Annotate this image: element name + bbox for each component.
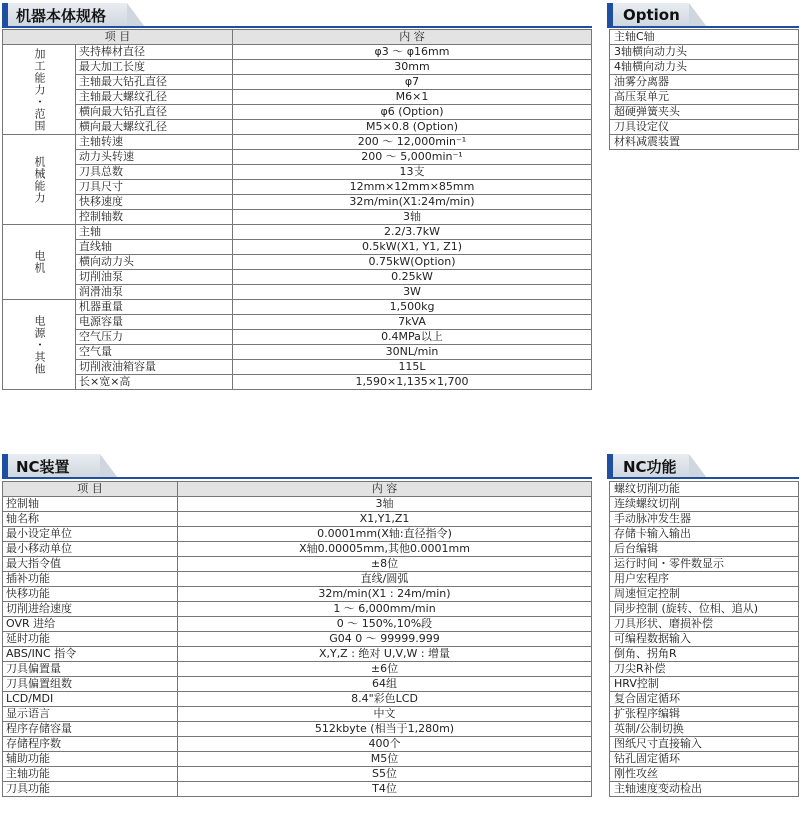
item-cell: 控制轴: [3, 497, 178, 512]
value-cell: X轴0.00005mm,其他0.0001mm: [178, 542, 592, 557]
item-cell: 横向动力头: [76, 255, 233, 270]
list-item-label: 手动脉冲发生器: [610, 512, 799, 527]
option-tab: [607, 3, 707, 27]
list-item-label: 4轴横向动力头: [610, 60, 799, 75]
tab-corner: [689, 454, 707, 478]
item-cell: 切削油泵: [76, 270, 233, 285]
list-item: [610, 512, 799, 527]
column-header-content: 内 容: [233, 30, 592, 45]
list-item: [610, 722, 799, 737]
list-item-label: 材料减震装置: [610, 135, 799, 150]
table-row: [3, 527, 592, 542]
table-row: [3, 330, 592, 345]
table-row: [3, 632, 592, 647]
value-cell: 8.4"彩色LCD: [178, 692, 592, 707]
table-row: [3, 180, 592, 195]
value-cell: ±8位: [178, 557, 592, 572]
value-cell: 2.2/3.7kW: [233, 225, 592, 240]
value-cell: S5位: [178, 767, 592, 782]
item-cell: 空气压力: [76, 330, 233, 345]
value-cell: 1 ～ 6,000mm/min: [178, 602, 592, 617]
table-row: [3, 782, 592, 797]
table-row: [3, 542, 592, 557]
value-cell: 30NL/min: [233, 345, 592, 360]
list-item-label: 可编程数据输入: [610, 632, 799, 647]
table-row: [3, 120, 592, 135]
item-cell: 长×宽×高: [76, 375, 233, 390]
list-item: [610, 647, 799, 662]
list-item-label: 3轴横向动力头: [610, 45, 799, 60]
list-item-label: 用户宏程序: [610, 572, 799, 587]
item-cell: 切削液油箱容量: [76, 360, 233, 375]
value-cell: 1,590×1,135×1,700: [233, 375, 592, 390]
item-cell: 电源容量: [76, 315, 233, 330]
value-cell: 32m/min(X1 : 24m/min): [178, 587, 592, 602]
list-item: [610, 60, 799, 75]
list-item-label: 扩张程序编辑: [610, 707, 799, 722]
item-cell: 快移速度: [76, 195, 233, 210]
category-cell: 电源・其他: [3, 300, 76, 390]
spec-tab: [2, 3, 145, 27]
list-item: [610, 75, 799, 90]
table-row: [3, 210, 592, 225]
table-row: [3, 587, 592, 602]
table-row: [3, 150, 592, 165]
list-item-label: 英制/公制切换: [610, 722, 799, 737]
table-row: [3, 45, 592, 60]
item-cell: 刀具总数: [76, 165, 233, 180]
list-item: [610, 737, 799, 752]
item-cell: 最大指令值: [3, 557, 178, 572]
value-cell: 30mm: [233, 60, 592, 75]
list-item-label: 图纸尺寸直接输入: [610, 737, 799, 752]
item-cell: 最小移动单位: [3, 542, 178, 557]
table-row: [3, 285, 592, 300]
table-row: [3, 375, 592, 390]
table-row: [3, 572, 592, 587]
item-cell: 横向最大螺纹孔径: [76, 120, 233, 135]
value-cell: 3W: [233, 285, 592, 300]
item-cell: 机器重量: [76, 300, 233, 315]
list-item-label: 高压泵单元: [610, 90, 799, 105]
item-cell: 插补功能: [3, 572, 178, 587]
list-item-label: 复合固定循环: [610, 692, 799, 707]
list-item: [610, 587, 799, 602]
table-row: [3, 692, 592, 707]
value-cell: T4位: [178, 782, 592, 797]
ncfunc-table: [609, 481, 799, 797]
value-cell: φ3 ～ φ16mm: [233, 45, 592, 60]
value-cell: 0.25kW: [233, 270, 592, 285]
item-cell: 刀具尺寸: [76, 180, 233, 195]
list-item: [610, 767, 799, 782]
option-title: Option: [607, 3, 689, 27]
value-cell: X1,Y1,Z1: [178, 512, 592, 527]
item-cell: 辅助功能: [3, 752, 178, 767]
header-row: [3, 482, 592, 497]
list-item-label: 运行时间・零件数显示: [610, 557, 799, 572]
item-cell: 主轴转速: [76, 135, 233, 150]
list-item: [610, 557, 799, 572]
category-cell: 加工能力・范围: [3, 45, 76, 135]
item-cell: 轴名称: [3, 512, 178, 527]
table-row: [3, 752, 592, 767]
table-row: [3, 105, 592, 120]
list-item: [610, 677, 799, 692]
spec-title: 机器本体规格: [2, 3, 127, 27]
nc-tab-line: [2, 477, 592, 479]
list-item: [610, 752, 799, 767]
value-cell: G04 0 ～ 99999.999: [178, 632, 592, 647]
list-item: [610, 707, 799, 722]
item-cell: 夹持棒材直径: [76, 45, 233, 60]
list-item: [610, 617, 799, 632]
item-cell: 切削进给速度: [3, 602, 178, 617]
option-table: [609, 29, 799, 150]
list-item-label: 刚性攻丝: [610, 767, 799, 782]
list-item: [610, 632, 799, 647]
list-item-label: 存储卡输入输出: [610, 527, 799, 542]
tab-marker: [607, 454, 613, 478]
value-cell: 115L: [233, 360, 592, 375]
spec-tab-line: [2, 26, 592, 28]
table-row: [3, 255, 592, 270]
item-cell: ABS/INC 指令: [3, 647, 178, 662]
value-cell: ±6位: [178, 662, 592, 677]
list-item-label: 刀尖R补偿: [610, 662, 799, 677]
item-cell: 刀具偏置组数: [3, 677, 178, 692]
value-cell: 32m/min(X1:24m/min): [233, 195, 592, 210]
list-item-label: 超硬弹簧夹头: [610, 105, 799, 120]
option-tab-line: [607, 26, 799, 28]
table-row: [3, 707, 592, 722]
category-cell: 机械能力: [3, 135, 76, 225]
value-cell: φ6 (Option): [233, 105, 592, 120]
value-cell: 0.75kW(Option): [233, 255, 592, 270]
value-cell: 0.5kW(X1, Y1, Z1): [233, 240, 592, 255]
header-row: [3, 30, 592, 45]
table-row: [3, 165, 592, 180]
item-cell: 程序存储容量: [3, 722, 178, 737]
table-row: [3, 300, 592, 315]
table-row: [3, 497, 592, 512]
table-row: [3, 767, 592, 782]
item-cell: 延时功能: [3, 632, 178, 647]
table-row: [3, 647, 592, 662]
list-item-label: 螺纹切削功能: [610, 482, 799, 497]
list-item: [610, 527, 799, 542]
value-cell: M6×1: [233, 90, 592, 105]
table-row: [3, 315, 592, 330]
list-item: [610, 30, 799, 45]
list-item-label: 倒角、拐角R: [610, 647, 799, 662]
list-item: [610, 572, 799, 587]
list-item-label: 油雾分离器: [610, 75, 799, 90]
item-cell: 刀具功能: [3, 782, 178, 797]
list-item-label: HRV控制: [610, 677, 799, 692]
column-header-content: 内 容: [178, 482, 592, 497]
value-cell: 0.4MPa以上: [233, 330, 592, 345]
table-row: [3, 90, 592, 105]
category-cell: 电机: [3, 225, 76, 300]
table-row: [3, 617, 592, 632]
item-cell: 显示语言: [3, 707, 178, 722]
item-cell: 控制轴数: [76, 210, 233, 225]
item-cell: OVR 进给: [3, 617, 178, 632]
table-row: [3, 345, 592, 360]
table-row: [3, 557, 592, 572]
list-item-label: 同步控制 (旋转、位相、追从): [610, 602, 799, 617]
list-item: [610, 497, 799, 512]
value-cell: 200 ～ 5,000min⁻¹: [233, 150, 592, 165]
value-cell: 12mm×12mm×85mm: [233, 180, 592, 195]
table-row: [3, 737, 592, 752]
item-cell: 动力头转速: [76, 150, 233, 165]
item-cell: 横向最大钻孔直径: [76, 105, 233, 120]
item-cell: 快移功能: [3, 587, 178, 602]
value-cell: 7kVA: [233, 315, 592, 330]
list-item-label: 刀具设定仪: [610, 120, 799, 135]
spec-table: [2, 29, 592, 390]
list-item: [610, 120, 799, 135]
value-cell: 512kbyte (相当于1,280m): [178, 722, 592, 737]
value-cell: 0.0001mm(X轴:直径指令): [178, 527, 592, 542]
value-cell: M5×0.8 (Option): [233, 120, 592, 135]
item-cell: 最大加工长度: [76, 60, 233, 75]
table-row: [3, 60, 592, 75]
list-item-label: 钻孔固定循环: [610, 752, 799, 767]
table-row: [3, 662, 592, 677]
column-header-item: 项 目: [3, 482, 178, 497]
value-cell: 中文: [178, 707, 592, 722]
value-cell: 3轴: [178, 497, 592, 512]
list-item: [610, 692, 799, 707]
value-cell: X,Y,Z : 绝对 U,V,W : 增量: [178, 647, 592, 662]
value-cell: 直线/圆弧: [178, 572, 592, 587]
value-cell: 200 ～ 12,000min⁻¹: [233, 135, 592, 150]
item-cell: 最小设定单位: [3, 527, 178, 542]
table-row: [3, 677, 592, 692]
value-cell: 13支: [233, 165, 592, 180]
list-item: [610, 90, 799, 105]
table-row: [3, 240, 592, 255]
list-item-label: 刀具形状、磨损补偿: [610, 617, 799, 632]
value-cell: 64组: [178, 677, 592, 692]
table-row: [3, 722, 592, 737]
tab-corner: [127, 3, 145, 27]
tab-corner: [689, 3, 707, 27]
item-cell: 主轴最大螺纹孔径: [76, 90, 233, 105]
nc-title: NC装置: [2, 454, 100, 478]
table-row: [3, 75, 592, 90]
list-item: [610, 602, 799, 617]
item-cell: 刀具偏置量: [3, 662, 178, 677]
list-item: [610, 45, 799, 60]
value-cell: 3轴: [233, 210, 592, 225]
list-item: [610, 482, 799, 497]
table-row: [3, 360, 592, 375]
value-cell: 1,500kg: [233, 300, 592, 315]
table-row: [3, 225, 592, 240]
list-item-label: 后台编辑: [610, 542, 799, 557]
ncfunc-tab-line: [607, 477, 799, 479]
item-cell: 润滑油泵: [76, 285, 233, 300]
table-row: [3, 135, 592, 150]
tab-marker: [607, 3, 613, 27]
table-row: [3, 270, 592, 285]
ncfunc-title: NC功能: [607, 454, 689, 478]
item-cell: 主轴: [76, 225, 233, 240]
list-item-label: 主轴速度变动检出: [610, 782, 799, 797]
tab-marker: [2, 454, 8, 478]
value-cell: 400个: [178, 737, 592, 752]
table-row: [3, 195, 592, 210]
list-item-label: 周速恒定控制: [610, 587, 799, 602]
item-cell: LCD/MDI: [3, 692, 178, 707]
list-item: [610, 782, 799, 797]
column-header-item: 项 目: [3, 30, 233, 45]
item-cell: 直线轴: [76, 240, 233, 255]
item-cell: 主轴功能: [3, 767, 178, 782]
table-row: [3, 602, 592, 617]
nc-tab: [2, 454, 118, 478]
list-item: [610, 135, 799, 150]
table-row: [3, 512, 592, 527]
list-item-label: 连续螺纹切削: [610, 497, 799, 512]
nc-table: [2, 481, 592, 797]
value-cell: 0 ～ 150%,10%段: [178, 617, 592, 632]
list-item: [610, 662, 799, 677]
list-item: [610, 105, 799, 120]
tab-marker: [2, 3, 8, 27]
ncfunc-tab: [607, 454, 707, 478]
item-cell: 空气量: [76, 345, 233, 360]
list-item: [610, 542, 799, 557]
item-cell: 主轴最大钻孔直径: [76, 75, 233, 90]
item-cell: 存储程序数: [3, 737, 178, 752]
list-item-label: 主轴C轴: [610, 30, 799, 45]
tab-corner: [100, 454, 118, 478]
value-cell: φ7: [233, 75, 592, 90]
value-cell: M5位: [178, 752, 592, 767]
